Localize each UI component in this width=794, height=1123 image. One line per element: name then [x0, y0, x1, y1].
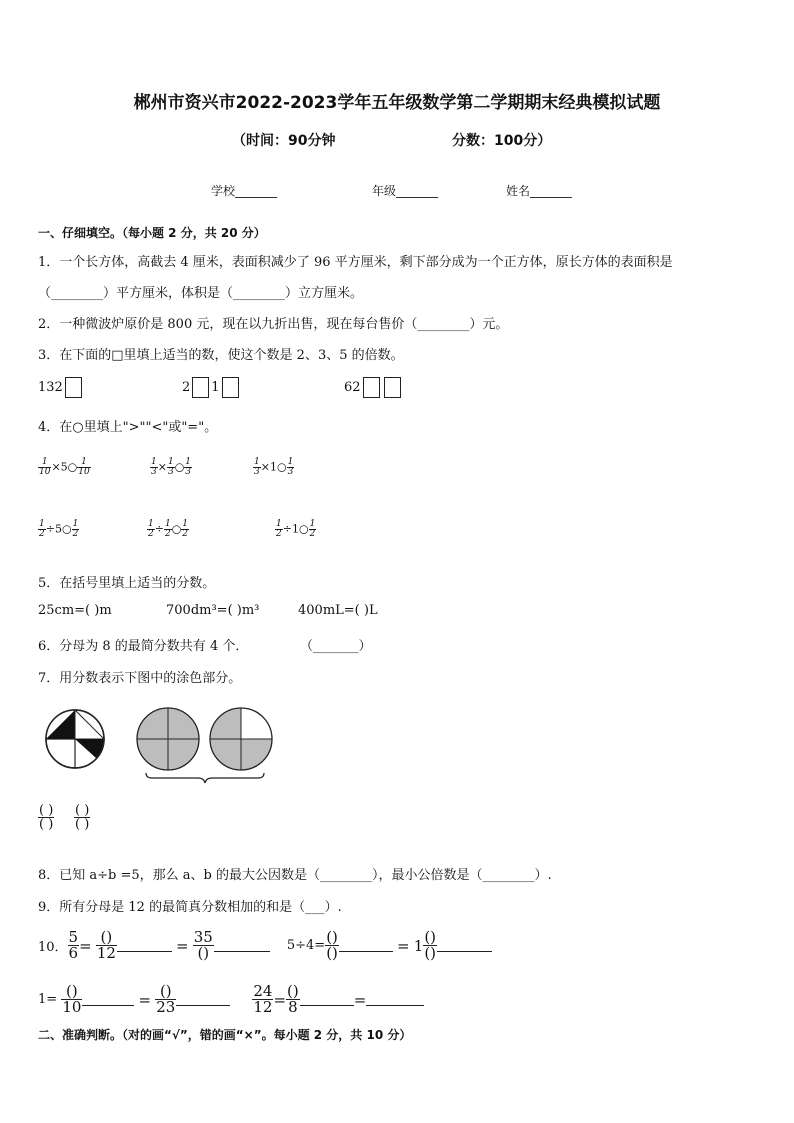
compare-5: $\frac{1}{2}$ ÷ $\frac{1}{2}$ ○ $\frac{1}{2}$: [148, 519, 189, 539]
question-10-line-2: 1= $\frac{()}{10}$ = $\frac{()}{23}$ $\frac{24}{12}$ = $\frac{()}{8}$ =: [38, 984, 424, 1015]
school-field: 学校_______: [211, 184, 278, 198]
answer-box[interactable]: [384, 377, 401, 398]
question-4: 4．在○里填上">""<"或"="。: [38, 420, 218, 435]
circle-blank[interactable]: ○: [174, 460, 185, 474]
question-5-item-c: 400mL=( )L: [298, 603, 378, 618]
question-2: 2．一种微波炉原价是 800 元，现在以九折出售，现在每台售价（________）元。: [38, 317, 509, 332]
question-5: 5．在括号里填上适当的分数。: [38, 576, 216, 591]
question-1-line-2: （________）平方厘米，体积是（________）立方厘米。: [38, 286, 364, 301]
figure-two-circles: [132, 703, 277, 785]
question-7: 7．用分数表示下图中的涂色部分。: [38, 671, 242, 686]
answer-fraction-1[interactable]: $\frac{( )}{( )}$: [39, 803, 54, 832]
exam-score: 分数：100分）: [452, 133, 552, 149]
question-8: 8．已知 a÷b =5，那么 a、b 的最大公因数是（________），最小公倍数是（________）.: [38, 868, 552, 883]
circle-blank[interactable]: ○: [61, 522, 72, 536]
question-6: 6．分母为 8 的最简分数共有 4 个．: [38, 639, 249, 654]
exam-time: （时间：90分钟: [232, 133, 336, 149]
compare-1: $\frac{1}{10}$ ×5○ $\frac{1}{10}$: [39, 457, 90, 477]
circle-blank[interactable]: ○: [171, 522, 182, 536]
question-9: 9．所有分母是 12 的最简真分数相加的和是（___）.: [38, 900, 342, 915]
question-5-item-b: 700dm³=( )m³: [166, 603, 260, 618]
circle-blank[interactable]: ○: [276, 460, 287, 474]
answer-box[interactable]: [222, 377, 239, 398]
compare-4: $\frac{1}{2}$ ÷5○ $\frac{1}{2}$: [39, 519, 79, 539]
question-5-item-a: 25cm=( )m: [38, 603, 112, 618]
question-3: 3．在下面的□里填上适当的数，使这个数是 2、3、5 的倍数。: [38, 348, 404, 363]
figure-circle-quarters: [44, 706, 106, 772]
compare-3: $\frac{1}{3}$ ×1○ $\frac{1}{3}$: [254, 457, 294, 477]
question-3-item-a: 132: [38, 377, 84, 398]
answer-fraction-2[interactable]: $\frac{( )}{( )}$: [75, 803, 90, 832]
answer-box[interactable]: [65, 377, 82, 398]
question-3-item-c: 62: [344, 377, 403, 398]
name-field: 姓名_______: [506, 184, 573, 198]
question-3-item-b: 2 1: [182, 377, 241, 398]
answer-box[interactable]: [192, 377, 209, 398]
circle-blank[interactable]: ○: [67, 460, 78, 474]
question-10-line-1: 10． $\frac{5}{6}$ = $\frac{()}{12}$ = $\frac{35}{()}$ 5÷4= $\frac{()}{()}$ = 1 $\frac{()}{()}$: [38, 930, 492, 961]
page-title: 郴州市资兴市2022-2023学年五年级数学第二学期期末经典模拟试题: [133, 93, 661, 113]
compare-6: $\frac{1}{2}$ ÷1○ $\frac{1}{2}$: [276, 519, 316, 539]
answer-box[interactable]: [363, 377, 380, 398]
section-1-heading: 一、仔细填空。（每小题 2 分，共 20 分）: [38, 226, 266, 240]
question-6-blank[interactable]: （_______）: [300, 639, 372, 654]
compare-2: $\frac{1}{3}$ × $\frac{1}{3}$ ○ $\frac{1}{3}$: [151, 457, 192, 477]
question-1-line-1: 1．一个长方体，高截去 4 厘米，表面积减少了 96 平方厘米，剩下部分成为一个正方体，原长方体的表面积是: [38, 255, 673, 270]
circle-blank[interactable]: ○: [298, 522, 309, 536]
section-2-heading: 二、准确判断。（对的画“√”，错的画“×”。每小题 2 分，共 10 分）: [38, 1028, 412, 1042]
grade-field: 年级_______: [372, 184, 439, 198]
